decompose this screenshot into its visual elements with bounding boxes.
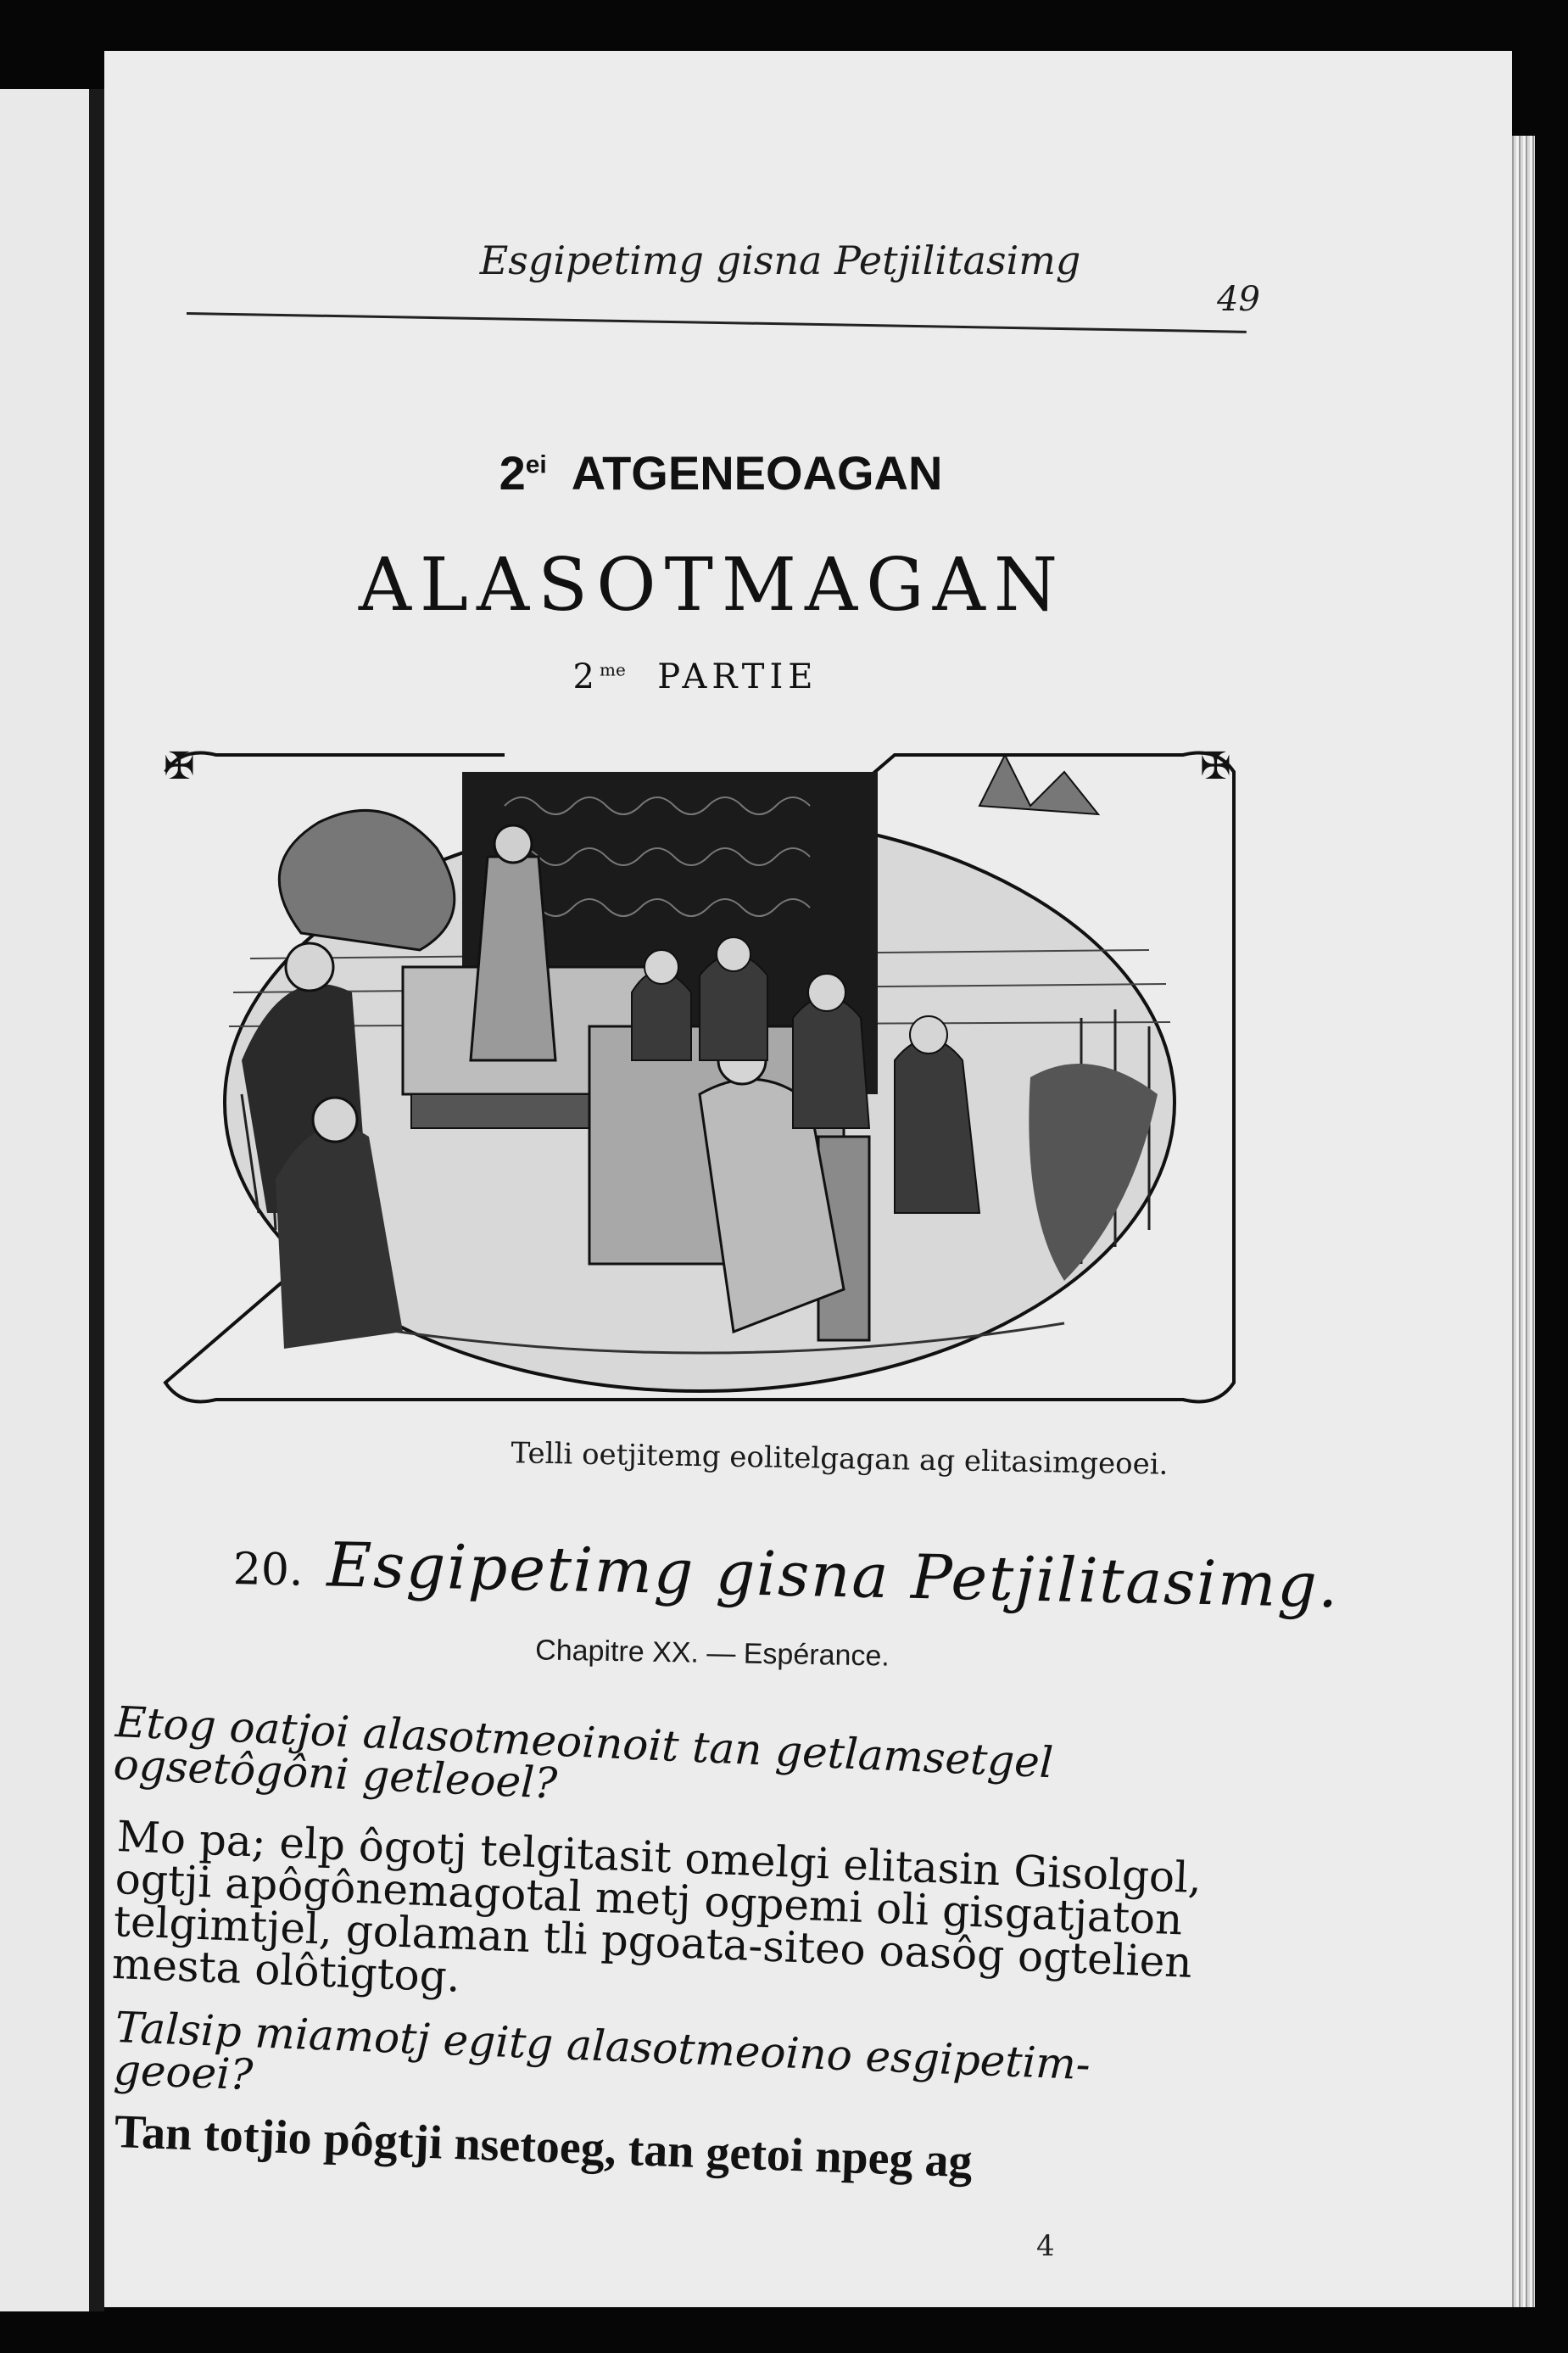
part-title-french [458, 657, 933, 696]
answer-2-start: Tan totjio pôgtji nsetoeg, tan getoi npeg ag [113, 2105, 974, 2188]
part-fr-suffix: me [599, 659, 626, 680]
book-gutter [89, 89, 104, 2311]
part-label: ATGENEOAGAN [571, 446, 943, 500]
answer-1: Mo pa; elp ôgotj telgitasit omelgi elitasin Gisolgol, ogtji apôgônemagotal metj ogpemi oli gisgatjaton telgimtjel, golaman tli pgoata-siteo oasôg ogtelien mesta olôtigtog. [111, 1812, 1203, 2002]
page-number: 49 [1217, 280, 1260, 319]
question-1: Etog oatjoi alasotmeoinoit tan getlamsetgel ogsetôgôni getleoel? [112, 1697, 1055, 1808]
running-head: Esgipetimg gisna Petjilitasimg [479, 238, 1081, 283]
facing-page-edge [0, 89, 100, 2311]
svg-text:✠: ✠ [164, 745, 195, 788]
part-title [399, 445, 1043, 500]
question-2: Talsip miamotj egitg alasotmeoino esgipetim-geoei? [112, 2003, 1091, 2100]
engraving-illustration [148, 738, 1251, 1417]
chapter-title: Esgipetimg gisna Petjilitasimg. [326, 1529, 1341, 1622]
svg-text:✠: ✠ [1200, 745, 1231, 788]
part-suffix: ei [525, 450, 547, 479]
part-number: 2 [499, 446, 526, 500]
book-title: ALASOTMAGAN [358, 543, 1067, 628]
part-fr-label: PARTIE [657, 657, 818, 696]
chapter-title-french: Chapitre XX. — Espérance. [534, 1634, 890, 1673]
chapter-number: 20. [232, 1544, 304, 1596]
part-fr-number: 2 [572, 657, 600, 696]
signature-mark: 4 [1036, 2229, 1055, 2263]
illustration-caption: Telli oetjitemg eolitelgagan ag elitasimgeoei. [511, 1436, 1169, 1482]
